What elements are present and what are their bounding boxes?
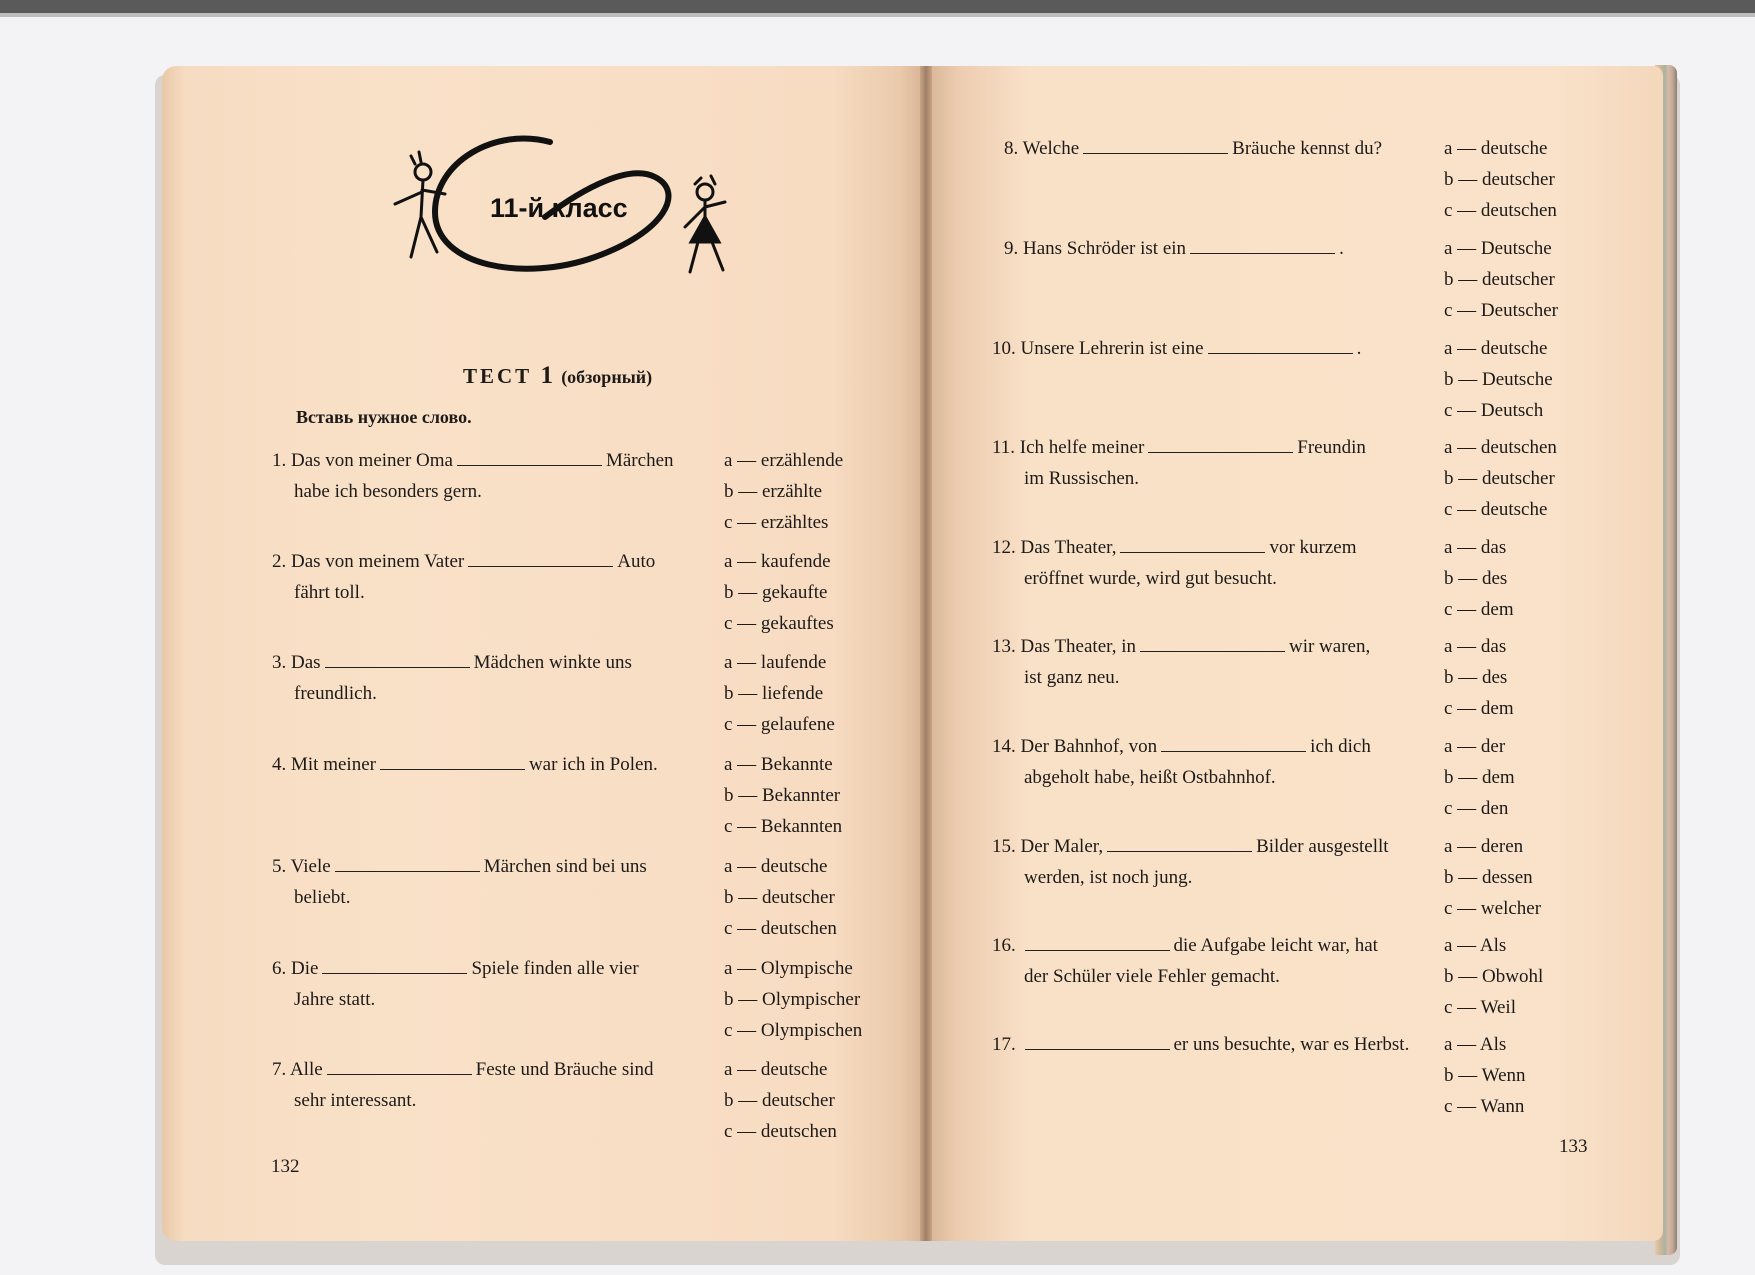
answer-option[interactable]: b — des: [1444, 568, 1508, 589]
answer-option[interactable]: b — Deutsche: [1444, 369, 1553, 390]
answer-options: [1444, 631, 1514, 724]
answer-options: [1444, 930, 1543, 1023]
answer-blank[interactable]: [1190, 235, 1335, 254]
answer-option[interactable]: c — dem: [1444, 599, 1514, 620]
answer-option[interactable]: a — das: [1444, 537, 1507, 558]
answer-blank[interactable]: [327, 1056, 472, 1075]
question-text-after: ich dich: [1310, 736, 1371, 757]
question-15: [992, 831, 1389, 893]
question-3: [272, 647, 632, 709]
stick-figure-girl-icon: [685, 176, 725, 272]
answer-blank[interactable]: [335, 853, 480, 872]
answer-option[interactable]: a — deutsche: [724, 856, 828, 877]
instruction: Вставь нужное слово.: [296, 407, 472, 427]
answer-option[interactable]: c — Deutsch: [1444, 400, 1544, 421]
question-text-before: Welche: [1022, 138, 1080, 159]
question-text-before: Das Theater,: [1020, 537, 1117, 558]
question-line-1: [1004, 133, 1382, 164]
answer-option[interactable]: a — kaufende: [724, 551, 831, 572]
question-14: [992, 731, 1371, 793]
answer-options: [1444, 233, 1558, 326]
question-4: [272, 749, 658, 780]
question-number: 6.: [272, 958, 291, 979]
question-text-after: .: [1356, 338, 1362, 359]
answer-option[interactable]: c — deutschen: [724, 1121, 837, 1142]
answer-option[interactable]: b — deutscher: [724, 1090, 835, 1111]
question-number: 15.: [992, 836, 1021, 857]
answer-option[interactable]: a — deutsche: [724, 1059, 828, 1080]
question-line-1: [992, 532, 1357, 563]
answer-blank[interactable]: [468, 548, 613, 567]
question-number: 12.: [992, 537, 1021, 558]
question-number: 8.: [1004, 138, 1023, 159]
question-line-2: fährt toll.: [294, 582, 365, 603]
question-line-2: im Russischen.: [1024, 468, 1140, 489]
page-number-left: 132: [271, 1156, 300, 1177]
question-line-2: freundlich.: [294, 683, 377, 704]
question-line-1: [1004, 233, 1344, 264]
question-1: [272, 445, 674, 507]
answer-blank[interactable]: [457, 447, 602, 466]
answer-option[interactable]: c — Bekannten: [724, 816, 843, 837]
scan-top-edge: [0, 0, 1755, 13]
answer-options: [724, 647, 835, 740]
question-line-1: [992, 930, 1378, 961]
question-line-1: [272, 445, 674, 476]
answer-option[interactable]: b — gekaufte: [724, 582, 828, 603]
answer-option[interactable]: a — Bekannte: [724, 754, 833, 775]
question-number: 1.: [272, 450, 291, 471]
question-17: [992, 1029, 1409, 1060]
test-title: [463, 362, 652, 390]
question-line-1: [992, 432, 1366, 463]
question-text-after: Feste und Bräuche sind: [475, 1059, 654, 1080]
grade-title: 11-й класс: [490, 193, 628, 223]
answer-option[interactable]: c — gekauftes: [724, 613, 834, 634]
question-line-1: [992, 731, 1371, 762]
question-text-before: Der Bahnhof, von: [1020, 736, 1158, 757]
question-number: 9.: [1004, 238, 1023, 259]
answer-option[interactable]: c — erzähltes: [724, 512, 829, 533]
answer-blank[interactable]: [1120, 534, 1265, 553]
question-text-after: Freundin: [1297, 437, 1366, 458]
answer-option[interactable]: a — erzählende: [724, 450, 844, 471]
question-text-before: Mit meiner: [291, 754, 376, 775]
question-text-after: Märchen sind bei uns: [483, 856, 647, 877]
question-line-2: eröffnet wurde, wird gut besucht.: [1024, 568, 1277, 589]
answer-options: [1444, 333, 1553, 426]
question-12: [992, 532, 1357, 594]
answer-options: [724, 1054, 837, 1147]
question-text-before: Die: [291, 958, 319, 979]
answer-option[interactable]: b — dessen: [1444, 867, 1533, 888]
answer-option[interactable]: c — dem: [1444, 698, 1514, 719]
question-text-after: Bilder ausgestellt: [1256, 836, 1389, 857]
answer-blank[interactable]: [1161, 733, 1306, 752]
answer-options: [724, 749, 842, 842]
question-text-after: wir waren,: [1288, 636, 1371, 657]
answer-option[interactable]: a — Olympische: [724, 958, 853, 979]
question-number: 17.: [992, 1034, 1021, 1055]
answer-option[interactable]: b — erzählte: [724, 481, 823, 502]
question-6: [272, 953, 639, 1015]
answer-option[interactable]: c — den: [1444, 798, 1509, 819]
question-11: [992, 432, 1366, 494]
question-10: [992, 333, 1361, 364]
answer-options: [1444, 532, 1514, 625]
question-line-2: der Schüler viele Fehler gemacht.: [1024, 966, 1280, 987]
answer-blank[interactable]: [1140, 633, 1285, 652]
question-text-before: Alle: [289, 1059, 323, 1080]
test-subtitle: (обзорный): [561, 367, 653, 387]
question-line-2: sehr interessant.: [294, 1090, 417, 1111]
question-number: 3.: [272, 652, 291, 673]
answer-options: [1444, 432, 1557, 525]
question-line-2: habe ich besonders gern.: [294, 481, 482, 502]
question-text-after: .: [1339, 238, 1344, 259]
answer-option[interactable]: b — deutscher: [1444, 468, 1555, 489]
question-line-2: Jahre statt.: [294, 989, 376, 1010]
question-8: [1004, 133, 1382, 164]
answer-blank[interactable]: [380, 751, 525, 770]
question-text-after: er uns besuchte, war es Herbst.: [1173, 1034, 1410, 1055]
answer-option[interactable]: a — deren: [1444, 836, 1524, 857]
answer-option[interactable]: b — deutscher: [1444, 169, 1555, 190]
answer-blank[interactable]: [1025, 1031, 1170, 1050]
answer-option[interactable]: b — Wenn: [1444, 1065, 1526, 1086]
answer-options: [1444, 133, 1557, 226]
question-number: 11.: [992, 437, 1020, 458]
question-number: 7.: [272, 1059, 290, 1080]
question-number: 4.: [272, 754, 291, 775]
question-text-before: Der Maler,: [1020, 836, 1104, 857]
answer-blank[interactable]: [322, 955, 467, 974]
question-5: [272, 851, 647, 913]
answer-option[interactable]: a — Als: [1444, 1034, 1507, 1055]
answer-option[interactable]: b — dem: [1444, 767, 1515, 788]
answer-options: [1444, 831, 1541, 924]
answer-option[interactable]: b — Olympischer: [724, 989, 861, 1010]
question-text-after: Märchen: [605, 450, 674, 471]
question-line-1: [992, 1029, 1409, 1060]
answer-option[interactable]: c — deutschen: [1444, 200, 1557, 221]
question-13: [992, 631, 1370, 693]
page-number-right: 133: [1559, 1136, 1588, 1157]
answer-option[interactable]: a — deutsche: [1444, 338, 1548, 359]
question-number: 5.: [272, 856, 291, 877]
answer-option[interactable]: a — der: [1444, 736, 1506, 757]
question-2: [272, 546, 655, 608]
answer-options: [724, 851, 837, 944]
question-text-after: Bräuche kennst du?: [1232, 138, 1383, 159]
answer-option[interactable]: c — welcher: [1444, 898, 1542, 919]
question-line-1: [272, 749, 658, 780]
answer-option[interactable]: a — das: [1444, 636, 1507, 657]
question-line-2: ist ganz neu.: [1024, 667, 1120, 688]
answer-option[interactable]: b — deutscher: [724, 887, 835, 908]
question-7: [272, 1054, 654, 1116]
question-number: 2.: [272, 551, 291, 572]
answer-blank[interactable]: [1025, 932, 1170, 951]
question-text-before: Das: [291, 652, 321, 673]
test-number: 1: [540, 362, 553, 389]
question-number: 13.: [992, 636, 1021, 657]
question-text-after: Auto: [617, 551, 656, 572]
question-line-1: [992, 333, 1361, 364]
question-line-1: [272, 953, 639, 984]
question-line-2: werden, ist noch jung.: [1024, 867, 1193, 888]
question-16: [992, 930, 1378, 992]
question-text-after: vor kurzem: [1269, 537, 1357, 558]
question-9: [1004, 233, 1344, 264]
answer-option[interactable]: b — liefende: [724, 683, 824, 704]
question-line-1: [272, 647, 632, 678]
question-line-1: [992, 831, 1389, 862]
question-text-before: Das von meinem Vater: [291, 551, 465, 572]
question-text-before: Hans Schröder ist ein: [1023, 238, 1187, 259]
answer-option[interactable]: a — laufende: [724, 652, 827, 673]
question-line-1: [992, 631, 1370, 662]
question-line-1: [272, 1054, 654, 1085]
answer-option[interactable]: c — deutschen: [724, 918, 837, 939]
question-number: 16.: [992, 935, 1021, 956]
answer-options: [1444, 1029, 1526, 1122]
question-text-before: Unsere Lehrerin ist eine: [1020, 338, 1204, 359]
question-text-after: war ich in Polen.: [528, 754, 658, 775]
answer-option[interactable]: b — Bekannter: [724, 785, 841, 806]
answer-option[interactable]: c — Weil: [1444, 997, 1516, 1018]
question-text-after: Mädchen winkte uns: [473, 652, 632, 673]
question-text-before: Das Theater, in: [1020, 636, 1136, 657]
question-text-before: Ich helfe meiner: [1019, 437, 1145, 458]
answer-options: [724, 445, 843, 538]
answer-blank[interactable]: [1107, 833, 1252, 852]
answer-option[interactable]: b — deutscher: [1444, 269, 1555, 290]
answer-options: [724, 953, 862, 1046]
answer-blank[interactable]: [1083, 135, 1228, 154]
answer-option[interactable]: a — deutschen: [1444, 437, 1557, 458]
answer-option[interactable]: a — deutsche: [1444, 138, 1548, 159]
question-text-after: die Aufgabe leicht war, hat: [1173, 935, 1378, 956]
question-text-before: Viele: [290, 856, 331, 877]
answer-blank[interactable]: [1148, 434, 1293, 453]
answer-option[interactable]: c — deutsche: [1444, 499, 1548, 520]
book-gutter: [920, 66, 932, 1241]
answer-options: [724, 546, 834, 639]
scan-top-edge-light: [0, 13, 1755, 17]
question-text-after: Spiele finden alle vier: [471, 958, 639, 979]
question-line-2: beliebt.: [294, 887, 351, 908]
answer-blank[interactable]: [1208, 335, 1353, 354]
question-line-2: abgeholt habe, heißt Ostbahnhof.: [1024, 767, 1276, 788]
answer-option[interactable]: c — gelaufene: [724, 714, 835, 735]
answer-option[interactable]: a — Deutsche: [1444, 238, 1552, 259]
answer-option[interactable]: c — Wann: [1444, 1096, 1525, 1117]
answer-option[interactable]: c — Deutscher: [1444, 300, 1558, 321]
answer-options: [1444, 731, 1515, 824]
question-line-1: [272, 546, 655, 577]
answer-option[interactable]: c — Olympischen: [724, 1020, 863, 1041]
question-number: 10.: [992, 338, 1021, 359]
answer-blank[interactable]: [325, 649, 470, 668]
question-line-1: [272, 851, 647, 882]
answer-option[interactable]: a — Als: [1444, 935, 1507, 956]
answer-option[interactable]: b — des: [1444, 667, 1508, 688]
test-label: ТЕСТ: [463, 364, 533, 388]
answer-option[interactable]: b — Obwohl: [1444, 966, 1544, 987]
question-number: 14.: [992, 736, 1021, 757]
question-text-before: Das von meiner Oma: [291, 450, 453, 471]
